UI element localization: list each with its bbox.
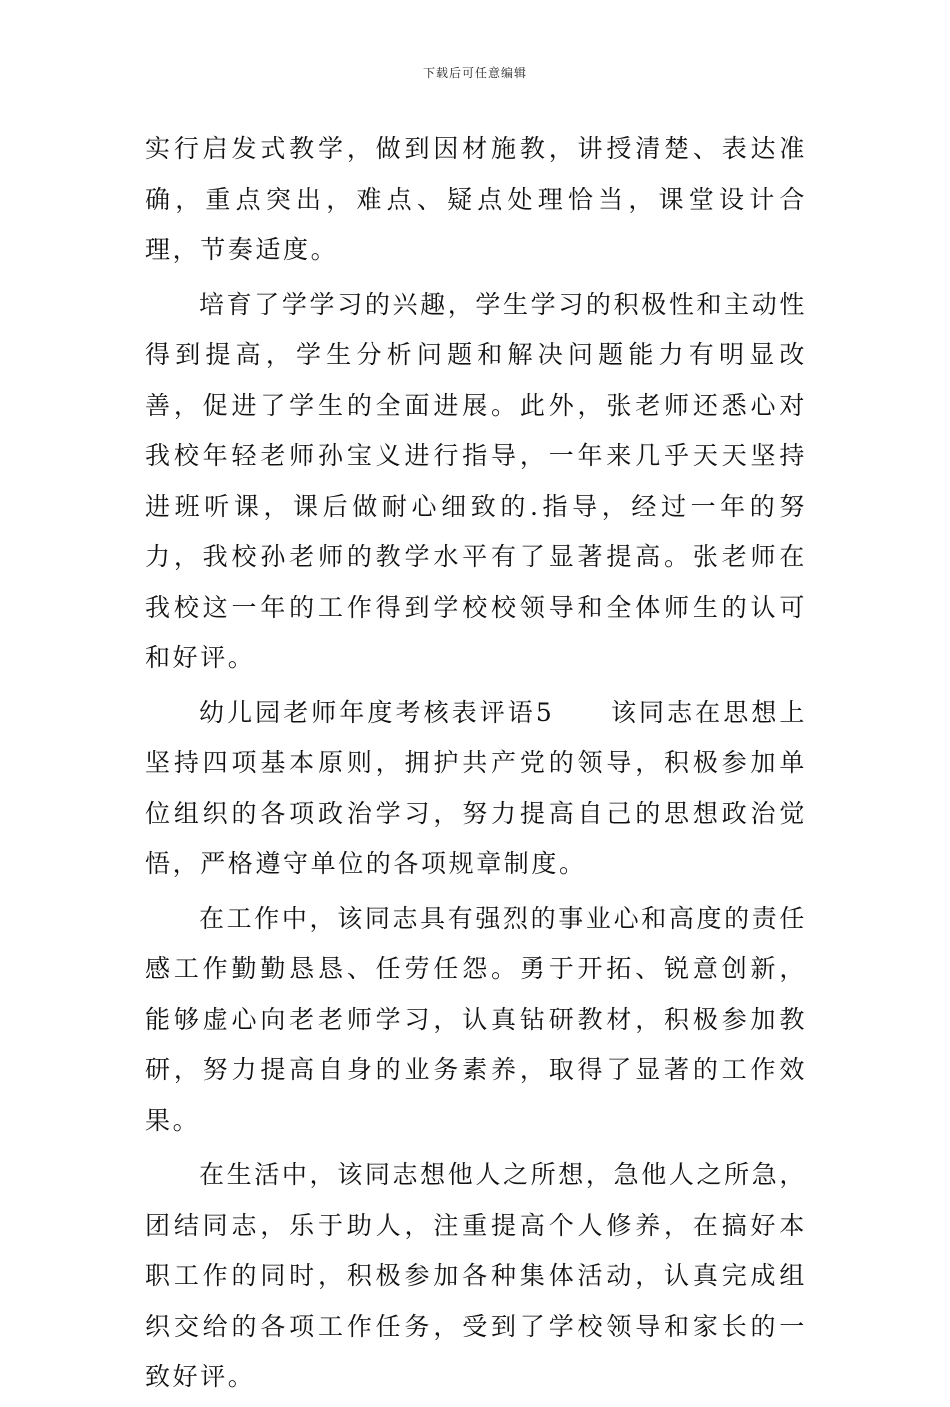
document-body	[145, 124, 807, 1407]
paragraph-4: 在工作中，该同志具有强烈的事业心和高度的责任感工作勤勤恳恳、任劳任怨。勇于开拓、锐意创新，能够虚心向老老师学习，认真钻研教材，积极参加教研，努力提高自身的业务素养，取得了显著的工作效果。	[145, 903, 807, 1135]
paragraph-1: 实行启发式教学，做到因材施教，讲授清楚、表达准确，重点突出，难点、疑点处理恰当，课堂设计合理，节奏适度。	[145, 134, 807, 264]
paragraph-3: 幼儿园老师年度考核表评语5 该同志在思想上坚持四项基本原则，拥护共产党的领导，积极参加单位组织的各项政治学习，努力提高自己的思想政治觉悟，严格遵守单位的各项规章制度。	[145, 697, 807, 878]
paragraph-5: 在生活中，该同志想他人之所想，急他人之所急，团结同志，乐于助人，注重提高个人修养，在搞好本职工作的同时，积极参加各种集体活动，认真完成组织交给的各项工作任务，受到了学校领导和家长的一致好评。	[145, 1160, 807, 1391]
page-header: 下载后可任意编辑	[422, 66, 527, 80]
paragraph-2: 培育了学学习的兴趣，学生学习的积极性和主动性得到提高，学生分析问题和解决问题能力有明显改善，促进了学生的全面进展。此外，张老师还悉心对我校年轻老师孙宝义进行指导，一年来几乎天天坚持进班听课，课后做耐心细致的.指导，经过一年的努力，我校孙老师的教学水平有了显著提高。张老师在我校这一年的工作得到学校校领导和全体师生的认可和好评。	[145, 289, 807, 672]
